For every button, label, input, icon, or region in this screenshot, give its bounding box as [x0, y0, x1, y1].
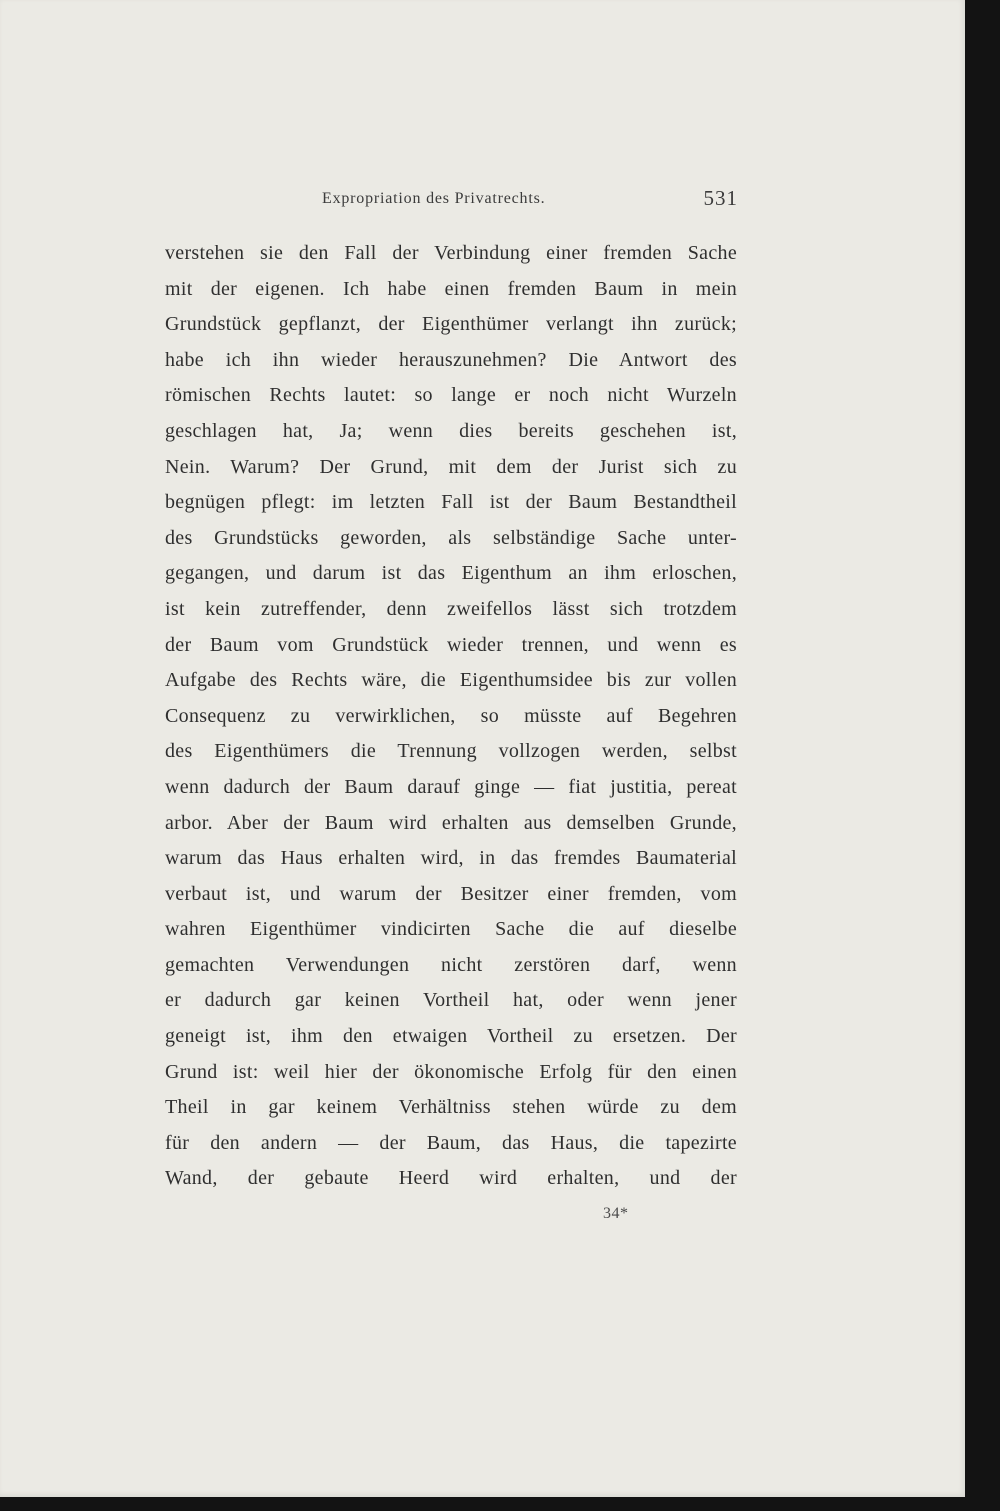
text-line: für den andern — der Baum, das Haus, die tapezirte: [165, 1131, 737, 1154]
text-line: des Eigenthümers die Trennung vollzogen werden, selbst: [165, 740, 737, 763]
signature-mark: 34*: [603, 1205, 629, 1222]
text-line: geneigt ist, ihm den etwaigen Vortheil zu ersetzen. Der: [165, 1025, 737, 1048]
body-text: [165, 236, 737, 1197]
running-title: Expropriation des Privatrechts.: [322, 190, 546, 207]
text-line: habe ich ihn wieder herauszunehmen? Die Antwort des: [165, 348, 737, 371]
text-line: gegangen, und darum ist das Eigenthum an ihm erloschen,: [165, 562, 737, 585]
text-line: Theil in gar keinem Verhältniss stehen würde zu dem: [165, 1096, 737, 1119]
text-line: Consequenz zu verwirklichen, so müsste auf Begehren: [165, 704, 737, 727]
page-header: [165, 186, 737, 218]
text-line: Aufgabe des Rechts wäre, die Eigenthumsidee bis zur vollen: [165, 669, 737, 692]
text-line: geschlagen hat, Ja; wenn dies bereits geschehen ist,: [165, 419, 737, 442]
text-line: wahren Eigenthümer vindicirten Sache die auf dieselbe: [165, 918, 737, 941]
text-line: gemachten Verwendungen nicht zerstören darf, wenn: [165, 953, 737, 976]
text-line: römischen Rechts lautet: so lange er noch nicht Wurzeln: [165, 384, 737, 407]
text-line: warum das Haus erhalten wird, in das fremdes Baumaterial: [165, 847, 737, 870]
text-line: verstehen sie den Fall der Verbindung einer fremden Sache: [165, 242, 737, 264]
text-line: begnügen pflegt: im letzten Fall ist der Baum Bestandtheil: [165, 491, 737, 514]
text-line: Grund ist: weil hier der ökonomische Erfolg für den einen: [165, 1060, 737, 1083]
text-line: wenn dadurch der Baum darauf ginge — fiat justitia, pereat: [165, 775, 737, 798]
text-line: Wand, der gebaute Heerd wird erhalten, und der: [165, 1167, 737, 1190]
text-line: mit der eigenen. Ich habe einen fremden Baum in mein: [165, 277, 737, 300]
text-line: arbor. Aber der Baum wird erhalten aus demselben Grunde,: [165, 811, 737, 834]
text-line: der Baum vom Grundstück wieder trennen, und wenn es: [165, 633, 737, 656]
page-number: 531: [703, 186, 738, 210]
text-line: er dadurch gar keinen Vortheil hat, oder wenn jener: [165, 989, 737, 1012]
text-line: verbaut ist, und warum der Besitzer einer fremden, vom: [165, 882, 737, 905]
text-line: Nein. Warum? Der Grund, mit dem der Jurist sich zu: [165, 455, 737, 478]
text-line: Grundstück gepflanzt, der Eigenthümer verlangt ihn zurück;: [165, 313, 737, 336]
text-line: des Grundstücks geworden, als selbständige Sache unter-: [165, 526, 737, 549]
text-line: ist kein zutreffender, denn zweifellos lässt sich trotzdem: [165, 597, 737, 620]
